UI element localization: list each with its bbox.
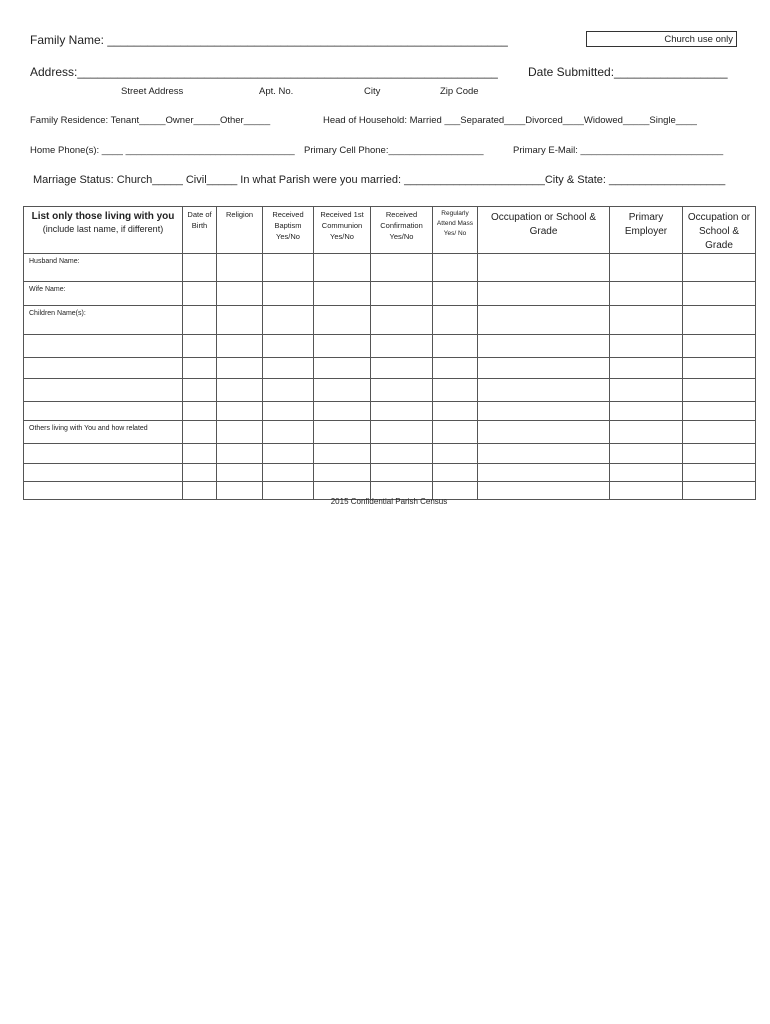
table-row[interactable] [24, 421, 756, 444]
header-dob: Date of Birth [183, 207, 217, 254]
header-confirmation: Received Confirmation Yes/No [371, 207, 433, 254]
apt-no-label: Apt. No. [259, 86, 294, 97]
church-use-box: Church use only [586, 31, 737, 47]
row-label-husband: Husband Name: [29, 258, 80, 265]
date-submitted-field[interactable]: Date Submitted:_________________ [528, 65, 728, 79]
street-address-label: Street Address [121, 86, 184, 97]
header-members [24, 207, 183, 254]
primary-email-field[interactable]: Primary E-Mail: ___________________________ [513, 145, 724, 156]
header-employer: Primary Employer [610, 207, 683, 254]
city-label: City [364, 86, 381, 97]
primary-cell-field[interactable]: Primary Cell Phone:__________________ [304, 145, 484, 156]
table-row[interactable] [24, 335, 756, 358]
table-row[interactable] [24, 358, 756, 379]
table-row[interactable] [24, 444, 756, 464]
table-row[interactable] [24, 306, 756, 335]
table-header-row [24, 207, 756, 254]
row-label-wife: Wife Name: [29, 286, 66, 293]
marriage-status-field[interactable]: Marriage Status: Church_____ Civil_____ In what Parish were you married: _______________________City & State: ___________________ [33, 174, 726, 186]
zip-code-label: Zip Code [440, 86, 479, 97]
header-religion: Religion [217, 207, 263, 254]
family-residence-field[interactable]: Family Residence: Tenant_____Owner_____Other_____ [30, 115, 271, 126]
header-occupation-2: Occupation or School & Grade [683, 207, 756, 254]
row-label-others: Others living with You and how related [29, 425, 148, 432]
census-table [23, 206, 756, 500]
table-row[interactable] [24, 282, 756, 306]
table-row[interactable] [24, 402, 756, 421]
header-occupation: Occupation or School & Grade [478, 207, 610, 254]
header-communion: Received 1st Communion Yes/No [314, 207, 371, 254]
home-phone-field[interactable]: Home Phone(s): ____ ________________________________ [30, 145, 295, 156]
head-of-household-field[interactable]: Head of Household: Married ___Separated____Divorced____Widowed_____Single____ [323, 115, 697, 126]
header-baptism: Received Baptism Yes/No [263, 207, 314, 254]
table-row[interactable] [24, 464, 756, 482]
header-mass: Regularly Attend Mass Yes/ No [433, 207, 478, 254]
footer-caption: 2015 Confidential Parish Census [330, 497, 448, 506]
table-row[interactable] [24, 254, 756, 282]
header-members-note: (include last name, if different) [42, 224, 164, 234]
row-label-children: Children Name(s): [29, 310, 86, 317]
address-field[interactable]: Address:_______________________________________________________________ [30, 65, 498, 79]
header-members-title: List only those living with you [31, 211, 175, 222]
table-row[interactable] [24, 379, 756, 402]
family-name-field[interactable]: Family Name: ____________________________________________________________ [30, 33, 508, 47]
